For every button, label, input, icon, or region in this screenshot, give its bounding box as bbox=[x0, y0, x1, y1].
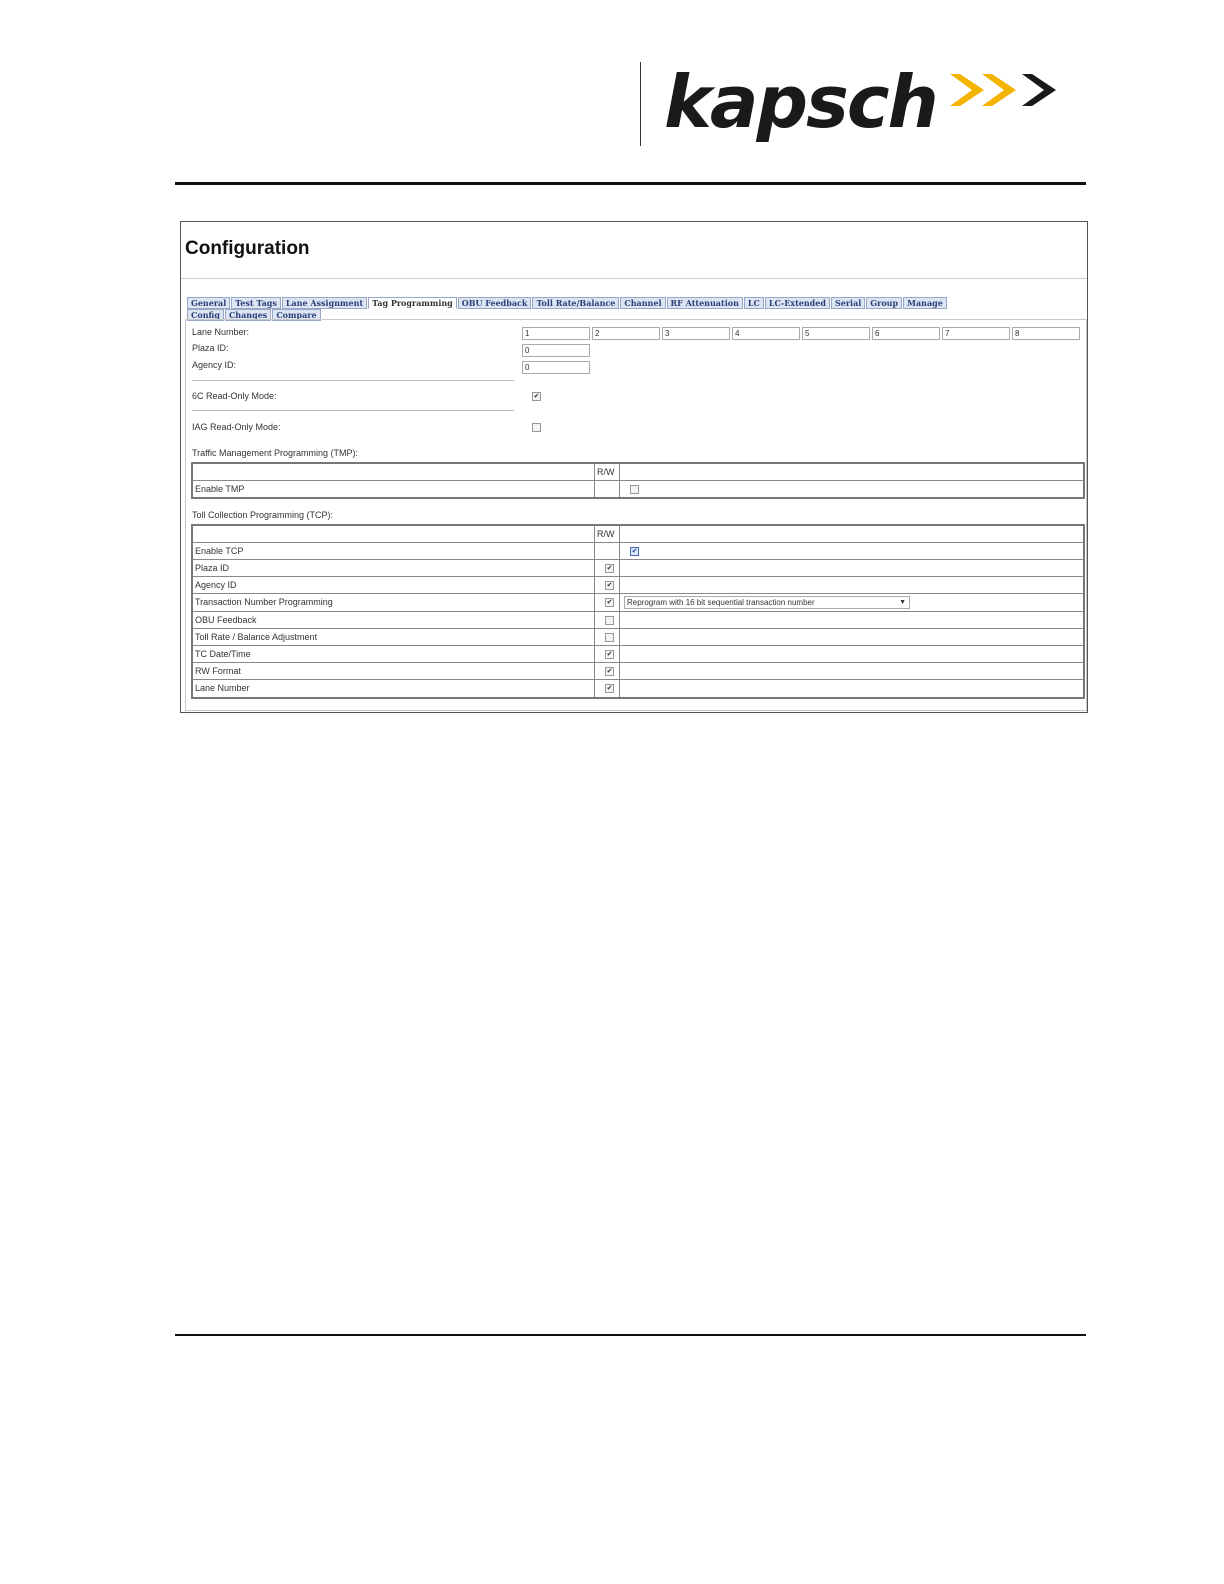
row-label: Plaza ID bbox=[193, 560, 595, 576]
tab-serial[interactable]: Serial bbox=[831, 297, 865, 309]
lane-number-field-8[interactable]: 8 bbox=[1012, 327, 1080, 340]
tab-compare[interactable]: Compare bbox=[272, 309, 320, 321]
table-row bbox=[193, 560, 1083, 577]
tab-channel[interactable]: Channel bbox=[620, 297, 665, 309]
table-row bbox=[193, 629, 1083, 646]
transaction-number-rw-checkbox[interactable]: ✔ bbox=[606, 599, 613, 606]
toll-rate-rw-checkbox[interactable] bbox=[605, 633, 614, 642]
rw-cell bbox=[595, 646, 620, 662]
lane-number-rw-checkbox[interactable]: ✔ bbox=[606, 685, 613, 692]
title-divider bbox=[181, 278, 1087, 279]
lane-number-field-4[interactable]: 4 bbox=[732, 327, 800, 340]
tab-lc-extended[interactable]: LC-Extended bbox=[765, 297, 830, 309]
table-row bbox=[193, 663, 1083, 680]
value-cell bbox=[620, 577, 1083, 593]
row-label: Enable TCP bbox=[193, 543, 595, 559]
tcp-table bbox=[191, 524, 1085, 699]
tab-lane-assignment[interactable]: Lane Assignment bbox=[282, 297, 367, 309]
row-label: Lane Number bbox=[193, 680, 595, 697]
tab-bar bbox=[187, 297, 987, 321]
table-header-cell bbox=[193, 526, 595, 542]
rw-format-rw-checkbox[interactable]: ✔ bbox=[606, 668, 613, 675]
rw-cell bbox=[595, 577, 620, 593]
table-header-cell bbox=[620, 464, 1083, 480]
configuration-window bbox=[180, 221, 1088, 713]
row-label: Enable TMP bbox=[193, 481, 595, 497]
table-header-cell bbox=[193, 464, 595, 480]
tab-obu-feedback[interactable]: OBU Feedback bbox=[458, 297, 532, 309]
rw-cell bbox=[595, 543, 620, 559]
value-cell bbox=[620, 680, 1083, 697]
agency-id-label: Agency ID: bbox=[192, 360, 237, 370]
table-row bbox=[193, 594, 1083, 612]
rw-header: R/W bbox=[595, 526, 620, 542]
enable-tcp-checkbox[interactable]: ✔ bbox=[631, 548, 638, 555]
rw-cell bbox=[595, 594, 620, 611]
value-cell bbox=[620, 612, 1083, 628]
row-label: Transaction Number Programming bbox=[193, 594, 595, 611]
rw-cell bbox=[595, 680, 620, 697]
tab-toll-rate-balance[interactable]: Toll Rate/Balance bbox=[532, 297, 619, 309]
chevron-down-icon: ▼ bbox=[899, 599, 906, 606]
table-header-cell bbox=[620, 526, 1083, 542]
rw-cell bbox=[595, 612, 620, 628]
tc-date-time-rw-checkbox[interactable]: ✔ bbox=[606, 651, 613, 658]
rw-cell bbox=[595, 663, 620, 679]
value-cell bbox=[620, 594, 1083, 611]
tab-rf-attenuation[interactable]: RF Attenuation bbox=[667, 297, 743, 309]
value-cell bbox=[620, 481, 1083, 497]
enable-tmp-checkbox[interactable] bbox=[630, 485, 639, 494]
lane-number-field-6[interactable]: 6 bbox=[872, 327, 940, 340]
lane-number-field-3[interactable]: 3 bbox=[662, 327, 730, 340]
table-row bbox=[193, 680, 1083, 697]
transaction-number-select[interactable] bbox=[624, 596, 910, 609]
tab-general[interactable]: General bbox=[187, 297, 230, 309]
plaza-id-label: Plaza ID: bbox=[192, 343, 229, 353]
agency-id-field[interactable]: 0 bbox=[522, 361, 590, 374]
tab-manage[interactable]: Manage bbox=[903, 297, 947, 309]
table-row bbox=[193, 612, 1083, 629]
value-cell bbox=[620, 646, 1083, 662]
page-title: Configuration bbox=[185, 238, 310, 259]
tab-lc[interactable]: LC bbox=[744, 297, 764, 309]
lane-number-field-2[interactable]: 2 bbox=[592, 327, 660, 340]
tmp-heading: Traffic Management Programming (TMP): bbox=[192, 448, 359, 458]
tab-changes[interactable]: Changes bbox=[225, 309, 271, 321]
tab-tag-programming[interactable]: Tag Programming bbox=[368, 297, 457, 309]
kapsch-logo bbox=[664, 58, 1074, 148]
value-cell bbox=[620, 663, 1083, 679]
value-cell bbox=[620, 629, 1083, 645]
section-divider bbox=[192, 380, 514, 381]
header-rule bbox=[175, 182, 1086, 185]
row-label: TC Date/Time bbox=[193, 646, 595, 662]
row-label: Agency ID bbox=[193, 577, 595, 593]
logo-wordmark: kapsch bbox=[664, 60, 937, 144]
tab-config[interactable]: Config bbox=[187, 309, 224, 321]
row-label: Toll Rate / Balance Adjustment bbox=[193, 629, 595, 645]
section-divider bbox=[192, 410, 514, 411]
row-label: RW Format bbox=[193, 663, 595, 679]
iag-read-only-checkbox[interactable] bbox=[532, 423, 541, 432]
lane-number-field-5[interactable]: 5 bbox=[802, 327, 870, 340]
lane-number-label: Lane Number: bbox=[192, 327, 250, 337]
plaza-id-rw-checkbox[interactable]: ✔ bbox=[606, 565, 613, 572]
value-cell bbox=[620, 560, 1083, 576]
header-divider bbox=[640, 62, 641, 146]
value-cell bbox=[620, 543, 1083, 559]
six-c-read-only-checkbox[interactable]: ✔ bbox=[533, 393, 540, 400]
table-row bbox=[193, 577, 1083, 594]
obu-feedback-rw-checkbox[interactable] bbox=[605, 616, 614, 625]
rw-cell bbox=[595, 629, 620, 645]
tcp-heading: Toll Collection Programming (TCP): bbox=[192, 510, 334, 520]
tmp-table bbox=[191, 462, 1085, 499]
rw-cell bbox=[595, 481, 620, 497]
rw-cell bbox=[595, 560, 620, 576]
table-header-row bbox=[193, 464, 1083, 481]
tab-test-tags[interactable]: Test Tags bbox=[231, 297, 281, 309]
row-label: OBU Feedback bbox=[193, 612, 595, 628]
table-row bbox=[193, 543, 1083, 560]
logo-arrows-icon bbox=[950, 66, 1070, 116]
lane-number-field-1[interactable]: 1 bbox=[522, 327, 590, 340]
select-value: Reprogram with 16 bit sequential transaction number bbox=[627, 598, 815, 607]
six-c-read-only-label: 6C Read-Only Mode: bbox=[192, 391, 277, 401]
tag-programming-panel bbox=[185, 319, 1087, 711]
rw-header: R/W bbox=[595, 464, 620, 480]
lane-number-field-7[interactable]: 7 bbox=[942, 327, 1010, 340]
footer-rule bbox=[175, 1334, 1086, 1336]
table-row bbox=[193, 481, 1083, 497]
agency-id-rw-checkbox[interactable]: ✔ bbox=[606, 582, 613, 589]
table-row bbox=[193, 646, 1083, 663]
iag-read-only-label: IAG Read-Only Mode: bbox=[192, 422, 281, 432]
tab-group[interactable]: Group bbox=[866, 297, 902, 309]
plaza-id-field[interactable]: 0 bbox=[522, 344, 590, 357]
table-header-row bbox=[193, 526, 1083, 543]
